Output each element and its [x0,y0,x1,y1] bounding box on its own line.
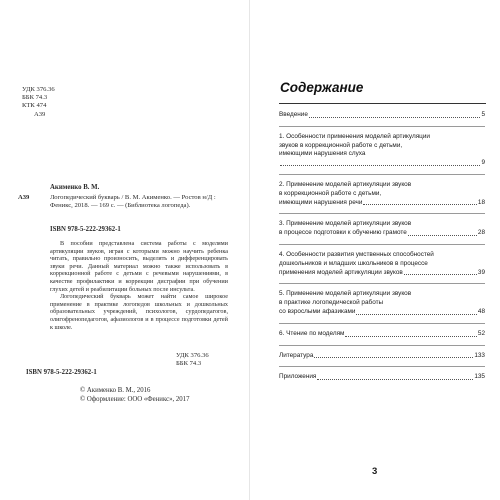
isbn-bottom: ISBN 978-5-222-29362-1 [26,369,97,376]
toc-entry-line: 3. Применение моделей артикуляции звуков [279,220,412,228]
toc-entry[interactable] [279,330,485,339]
toc-entry-leader-row [279,269,485,278]
toc-entry-line: 5. Применение моделей артикуляции звуков [279,290,412,298]
toc-entry-leader-row [279,229,485,238]
toc-entry-title: Приложения [279,373,317,381]
bbk-code-bottom: ББК 74.3 [176,360,202,368]
udk-code: УДК 376.36 [22,86,55,93]
toc-separator [279,126,485,127]
toc-list [279,111,485,382]
toc-entry-line: дошкольников и младших школьников в процессе [279,259,428,267]
toc-separator [279,174,485,175]
toc-entry-title: Литература [279,351,314,359]
toc-entry-line: 1. Особенности применения моделей артикуляции [279,132,430,140]
dot-leader [317,379,473,380]
classification-bottom [176,352,209,368]
toc-entry[interactable] [279,373,485,382]
toc-entry-title: со взрослыми афазиками [279,307,356,315]
page-number: 3 [372,466,378,477]
toc-entry-page: 5 [481,111,485,118]
toc-entry-leader-row [279,330,485,339]
dot-leader [363,204,476,205]
dot-leader [345,336,476,337]
author-name: Акименко В. М. [50,184,100,191]
toc-entry[interactable] [279,111,485,120]
classification-block [22,86,55,119]
toc-entry-page: 39 [477,268,485,276]
toc-separator [279,244,485,245]
toc-entry-page: 28 [477,229,485,237]
toc-entry-leader-row [279,373,485,382]
toc-entry-page: 18 [477,198,485,206]
toc-entry[interactable] [279,220,485,238]
annotation [50,240,228,331]
bibliographic-record [18,194,230,211]
toc-separator [279,283,485,284]
copyright-design: © Оформление: ООО «Феникс», 2017 [80,396,190,403]
toc-entry-leader-row [279,352,485,361]
dot-leader [314,357,473,358]
ktk-code: КТК 474 [22,102,47,110]
dot-leader [356,314,476,315]
toc-entry-line: звуков в коррекционной работе с детьми, [279,141,403,149]
toc-entry-page: 135 [474,373,485,381]
toc-separator [279,323,485,324]
toc-entry-line: имеющими нарушения слуха [279,150,366,158]
toc-entry[interactable] [279,290,485,316]
left-page-imprint [0,0,249,500]
toc-entry-leader-row [279,308,485,317]
toc-entry-line: 2. Применение моделей артикуляции звуков [279,180,412,188]
toc-entry-line: в коррекционной работе с детьми, [279,189,382,197]
toc-entry-leader-row [279,111,485,120]
bbk-code: ББК 74.3 [22,94,48,102]
toc-entry-line: в практике логопедической работы [279,299,384,307]
title-rule [279,103,486,104]
toc-separator [279,345,485,346]
annotation-paragraph: В пособии представлена система работы с моделями артикуляции звуков, играя с которыми можно научить ребенка читать, правильно произносить, выделять и дифференцировать звуки речи. Данный материал можно также использовать в коррекционной работе с детьми с речевыми нарушениями, в качестве профилактики и коррекции дисграфии при обучении глухих детей и реабилитации больных после инсульта. [50,240,228,293]
toc-entry-title: Введение [279,111,308,118]
toc-entry-title: имеющими нарушения речи [279,198,363,206]
bib-cutter-mark: А39 [18,194,30,201]
bib-description: Логопедический букварь / В. М. Акименко. — Ростов н/Д : Феникс, 2018. — 169 с. — (Библиотека логопеда). [50,194,216,210]
toc-entry-title: 6. Чтение по моделям [279,329,345,337]
toc-entry-title: в процессе подготовки к обучению грамоте [279,229,407,237]
toc-entry-page: 52 [477,329,485,337]
toc-separator [279,213,485,214]
annotation-paragraph: Логопедический букварь может найти самое широкое применение в практике логопедов школьных и дошкольных образовательных учреждений, психологов, сурдопедагогов, олигофренопедагогов, афазиологов и в процессе подготовки детей к школе. [50,293,228,331]
toc-entry[interactable] [279,251,485,277]
cutter-code: А39 [34,110,46,118]
dot-leader [404,274,477,275]
udk-code-bottom: УДК 376.36 [176,352,209,359]
toc-separator [279,366,485,367]
toc-entry[interactable] [279,352,485,361]
contents-title: Содержание [280,80,364,95]
toc-entry-leader-row [279,199,485,208]
copyright-author: © Акименко В. М., 2016 [80,387,151,394]
toc-entry[interactable] [279,181,485,207]
toc-entry-line: 4. Особенности развития умственных способностей [279,250,434,258]
toc-entry-page: 133 [474,351,485,359]
toc-entry-page: 9 [481,159,485,167]
dot-leader [309,117,481,118]
isbn-top: ISBN 978-5-222-29362-1 [50,226,121,233]
dot-leader [280,165,480,166]
toc-entry[interactable] [279,133,485,168]
toc-entry-title: применения моделей артикуляции звуков [279,268,403,276]
toc-entry-page: 48 [477,307,485,315]
dot-leader [408,235,477,236]
right-page-contents [250,0,500,500]
toc-entry-leader-row [279,159,485,168]
copyright-block [80,386,189,404]
